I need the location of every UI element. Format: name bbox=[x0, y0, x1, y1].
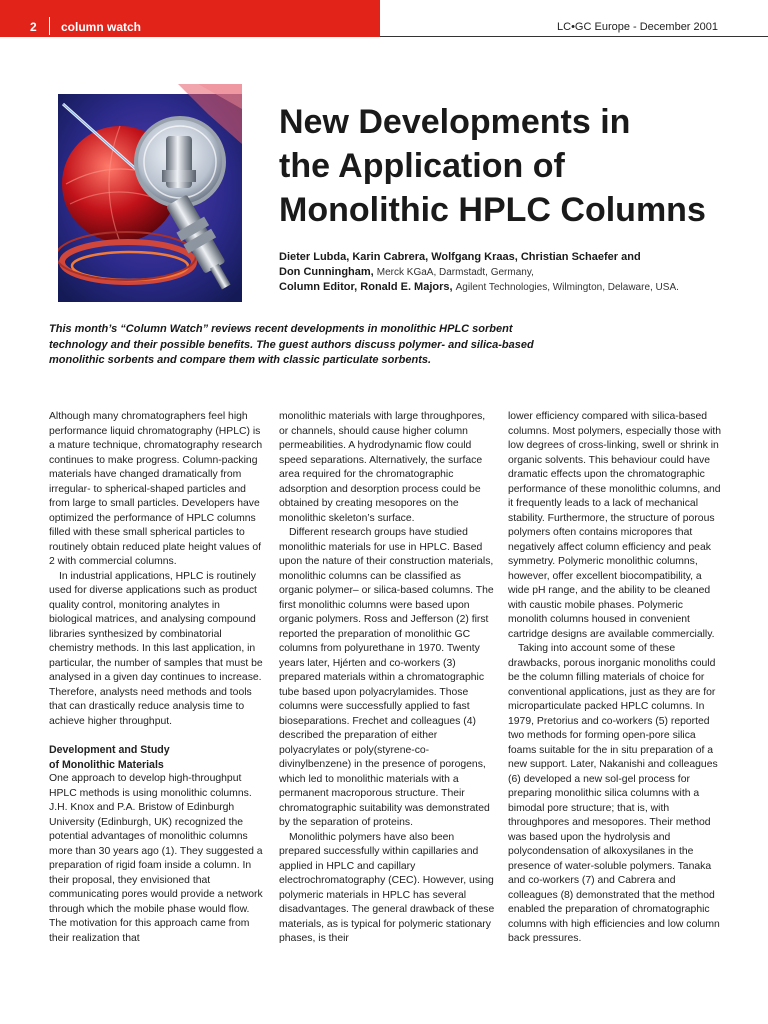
author-names: Dieter Lubda, Karin Cabrera, Wolfgang Kraas, Christian Schaefer and bbox=[279, 251, 641, 263]
standfirst: This month’s “Column Watch” reviews recent developments in monolithic HPLC sorbent technology and their possible benefits. The guest authors discuss polymer- and silica-based monolithic sorbents and compare them with classic particulate sorbents. bbox=[49, 323, 534, 366]
title-line: Monolithic HPLC Columns bbox=[279, 191, 706, 229]
paragraph: Different research groups have studied monolithic materials for use in HPLC. Based upon the nature of their construction materials, monolithic columns can be classified as organic polymer– or silica-based columns. The first monolithic columns were based upon organic polymers. Ross and Jefferson (2) first reported the preparation of monolithic GC columns from polyurethane in 1970. Twenty years later, Hjérten and co-workers (3) prepared materials within a chromatographic tube based upon polyacrylamides. Those columns were successfully applied to fast bioseparations. Frechet and colleagues (4) described the preparation of either polyacrylates or poly(styrene-co-divinylbenzene) in the presence of porogens, which led to monolithic materials with a permanent macroporous structure. Their chromatographic suitability was demonstrated by the separation of proteins. bbox=[279, 527, 494, 828]
header-band bbox=[0, 0, 380, 37]
paragraph: monolithic materials with large throughpores, or channels, should cause higher column permeabilities. A hydrodynamic flow could speed separations. Alternatively, the surface area required for the chromatographic adsorption and desorption process could be obtained by creating mesopores on the monolithic skeleton’s surface. bbox=[279, 411, 486, 524]
column-editor: Column Editor, Ronald E. Majors, bbox=[279, 281, 453, 293]
text-column-3 bbox=[508, 410, 724, 947]
section-name: column watch bbox=[61, 20, 142, 34]
author-name: Don Cunningham, bbox=[279, 266, 374, 278]
author-affiliation: Merck KGaA, Darmstadt, Germany, bbox=[376, 267, 534, 278]
hero-image bbox=[58, 84, 242, 302]
paragraph: Although many chromatographers feel high performance liquid chromatography (HPLC) is a mature technique, chromatography research continues to make progress. Column-packing materials have changed dramatically from irregular- to spherical-shaped particles and from large to small particles. Developers have optimized the performance of HPLC columns filled with these small spherical particles to routinely obtain reduced plate height values of 2 with commercial columns. bbox=[49, 411, 263, 567]
page-number: 2 bbox=[30, 20, 37, 34]
header-rule bbox=[380, 36, 768, 37]
paragraph: lower efficiency compared with silica-based columns. Most polymers, especially those with low degrees of cross-linking, swell or shrink in organic solvents. This behaviour could have dramatic effects upon the chromatographic performance of these monolithic columns, and it frequently leads to a lack of mechanical stability. Furthermore, the structure of porous polymers often contains micropores that negatively affect column efficiency and peak symmetry. Polymeric monolithic columns, however, offer excellent biocompatibility, a wide pH range, and the ability to be cleaned with caustic mobile phases. Polymeric monolith columns housed in convenient cartridge designs are available commercially. bbox=[508, 411, 722, 640]
title-line: New Developments in bbox=[279, 103, 631, 141]
publication-line: LC•GC Europe - December 2001 bbox=[557, 21, 718, 33]
paragraph: In industrial applications, HPLC is routinely used for diverse applications such as product quality control, monitoring analytes in biological matrices, and analysing compound libraries synthesized by combinatorial chemistry methods. In this last application, in particular, the number of samples that must be analysed in a given day continues to increase. Therefore, analysts need methods and tools that can drastically reduce analysis time to achieve higher throughput. bbox=[49, 570, 263, 727]
paragraph: Taking into account some of these drawbacks, porous inorganic monoliths could be the column filling materials of choice for conventional applications, just as they are for microparticulate packed HPLC columns. In 1979, Pretorius and co-workers (5) reported two methods for forming open-pore silica foams suitable for the in situ preparation of a new support. Later, Nakanishi and colleagues (6) developed a new sol-gel process for preparing monolithic silica columns with a bimodal pore structure; that is, with throughpores and mesopores. Their method was based upon the hydrolysis and polycondensation of alkoxysilanes in the presence of water-soluble polymers. Tanaka and co-workers (7) and Cabrera and colleagues (8) demonstrated that the method enabled the preparation of chromatographic columns with high efficiencies and low column back pressures. bbox=[508, 643, 720, 944]
paragraph: One approach to develop high-throughput HPLC methods is using monolithic columns. J.H. Knox and P.A. Bristow of Edinburgh University (Edinburgh, UK) recognized the potential advantages of monolithic columns more than 30 years ago (1). They suggested a preparation of rigid foam inside a column. In their proposal, they envisioned that communicating pores would provide a network through which the mobile phase would flow. The motivation for this approach came from their realization that bbox=[49, 773, 263, 944]
paragraph: Monolithic polymers have also been prepared successfully within capillaries and applied in HPLC and capillary electrochromatography (CEC). However, using polymeric materials in HPLC has several disadvantages. The general drawback of these materials, as is typical for polymeric stationary phases, is their bbox=[279, 831, 495, 944]
header-divider bbox=[49, 17, 50, 35]
section-heading: Development and Study of Monolithic Materials bbox=[49, 744, 170, 771]
text-column-1 bbox=[49, 410, 265, 946]
title-line: the Application of bbox=[279, 147, 565, 185]
author-block bbox=[279, 250, 739, 295]
text-column-2 bbox=[279, 410, 495, 947]
article-title bbox=[279, 100, 739, 232]
editor-affiliation: Agilent Technologies, Wilmington, Delaware, USA. bbox=[455, 282, 679, 293]
